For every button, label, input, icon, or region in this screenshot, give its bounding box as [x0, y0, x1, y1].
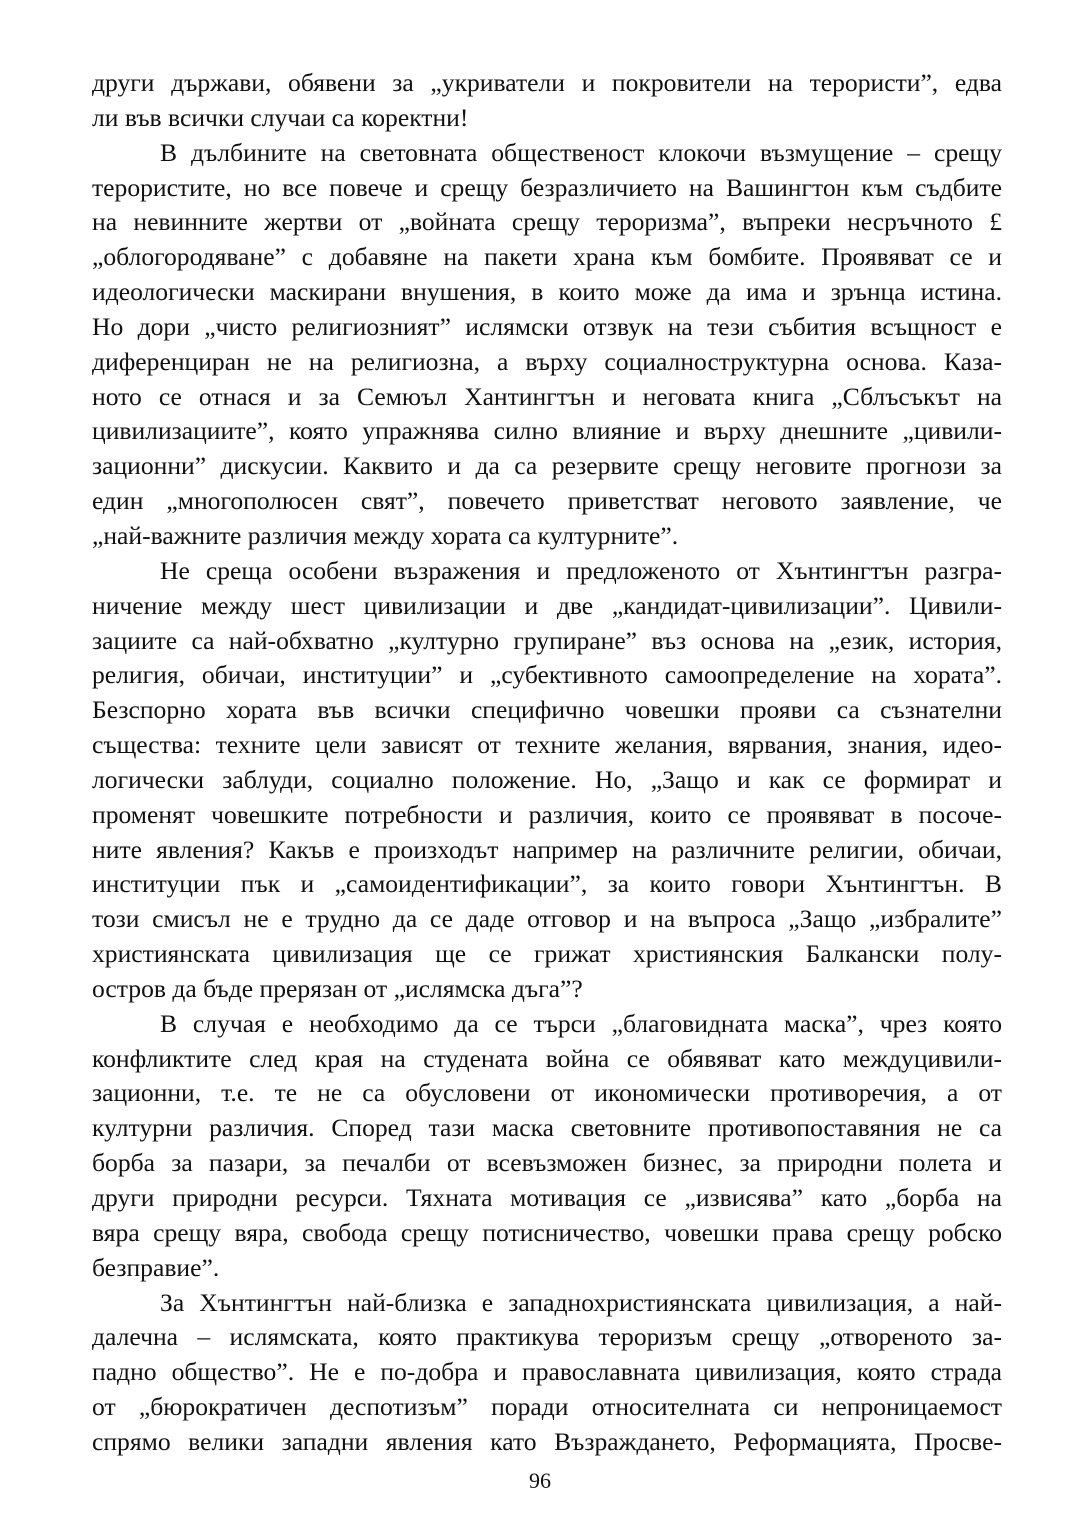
paragraph: [92, 1286, 1002, 1460]
text-line: безправие”.: [92, 1252, 220, 1282]
text-line: християнската цивилизация ще се грижат християнския Балкански полу-: [92, 939, 1002, 969]
page-body: [92, 66, 1002, 1460]
text-line: „облогородяване” с добавяне на пакети храна към бомбите. Проявяват се и: [92, 242, 1002, 272]
text-line: този смисъл не е трудно да се даде отговор и на въпроса „Защо „избралите”: [92, 904, 1002, 934]
text-line: Но дори „чисто религиозният” ислямски отзвук на тези събития всъщност е: [92, 311, 1002, 341]
paragraph: [92, 136, 1002, 554]
text-line: диференциран не на религиозна, а върху социалноструктурна основа. Каза-: [92, 346, 1002, 376]
text-line: терористите, но все повече и срещу безразличието на Вашингтон към съдбите: [92, 172, 1002, 202]
text-line: цивилизациите”, която упражнява силно влияние и върху днешните „цивили-: [92, 416, 1002, 446]
text-line: други държави, обявени за „укриватели и покровители на терористи”, едва: [92, 68, 1002, 97]
text-line: „най-важните различия между хората са културните”.: [92, 520, 679, 550]
text-line: зациите са най-обхватно „културно групиране” въз основа на „език, история,: [92, 625, 1002, 655]
text-line: ното се отнася и за Семюъл Хантингтън и неговата книга „Сблъсъкът на: [92, 381, 1002, 411]
text-line: далечна – ислямската, която практикува тероризъм срещу „отвореното за-: [92, 1322, 1002, 1352]
text-line: спрямо велики западни явления като Възраждането, Реформацията, Просве-: [92, 1426, 1002, 1456]
text-line: конфликтите след края на студената война се обявяват като междуцивили-: [92, 1043, 1002, 1073]
text-line: остров да бъде прерязан от „ислямска дъга”?: [92, 973, 583, 1003]
text-line: ничение между шест цивилизации и две „кандидат-цивилизации”. Цивили-: [92, 590, 1002, 620]
paragraph: [92, 554, 1002, 1007]
text-line: борба за пазари, за печалби от всевъзможен бизнес, за природни полета и: [92, 1148, 1002, 1178]
text-line: същества: техните цели зависят от техните желания, вярвания, знания, идео-: [92, 730, 1002, 760]
text-line: ните явления? Какъв е произходът например на различните религии, обичаи,: [92, 834, 1002, 864]
text-line: Безспорно хората във всички специфично човешки прояви са съзнателни: [92, 695, 1002, 725]
text-line: За Хънтингтън най-близка е западнохристиянската цивилизация, а най-: [160, 1287, 1002, 1317]
text-line: религия, обичаи, институции” и „субективното самоопределение на хората”.: [92, 660, 1002, 690]
text-line: променят човешките потребности и различия, които се проявяват в посоче-: [92, 799, 1002, 829]
text-line: падно общество”. Не е по-добра и православната цивилизация, която страда: [92, 1357, 1002, 1387]
page-number: 96: [529, 1468, 551, 1493]
text-line: зационни” дискусии. Каквито и да са резервите срещу неговите прогнози за: [92, 451, 1002, 481]
body-text: [92, 66, 1002, 1460]
paragraph: [92, 66, 1002, 136]
text-line: от „бюрократичен деспотизъм” поради относителната си непроницаемост: [92, 1392, 1002, 1422]
text-line: В дълбините на световната общественост клокочи възмущение – срещу: [160, 137, 1002, 167]
text-line: един „многополюсен свят”, повечето приветстват неговото заявление, че: [92, 486, 1002, 516]
paragraph: [92, 1007, 1002, 1286]
text-line: ли във всички случаи са коректни!: [92, 102, 469, 132]
text-line: зационни, т.е. те не са обусловени от икономически противоречия, а от: [92, 1078, 1002, 1108]
text-line: институции пък и „самоидентификации”, за които говори Хънтингтън. В: [92, 869, 1002, 899]
text-line: логически заблуди, социално положение. Но, „Защо и как се формират и: [92, 764, 1002, 794]
text-line: културни различия. Според тази маска световните противопоставяния не са: [92, 1113, 1002, 1143]
text-line: други природни ресурси. Тяхната мотивация се „извисява” като „борба на: [92, 1183, 1002, 1212]
text-line: Не среща особени възражения и предложеното от Хънтингтън разгра-: [160, 555, 1002, 585]
text-line: на невинните жертви от „войната срещу тероризма”, въпреки несръчното £: [92, 207, 1002, 237]
text-line: В случая е необходимо да се търси „благовидната маска”, чрез която: [160, 1008, 1002, 1038]
text-line: идеологически маскирани внушения, в които може да има и зрънца истина.: [92, 277, 1002, 307]
text-line: вяра срещу вяра, свобода срещу потисничество, човешки права срещу робско: [92, 1217, 1002, 1247]
